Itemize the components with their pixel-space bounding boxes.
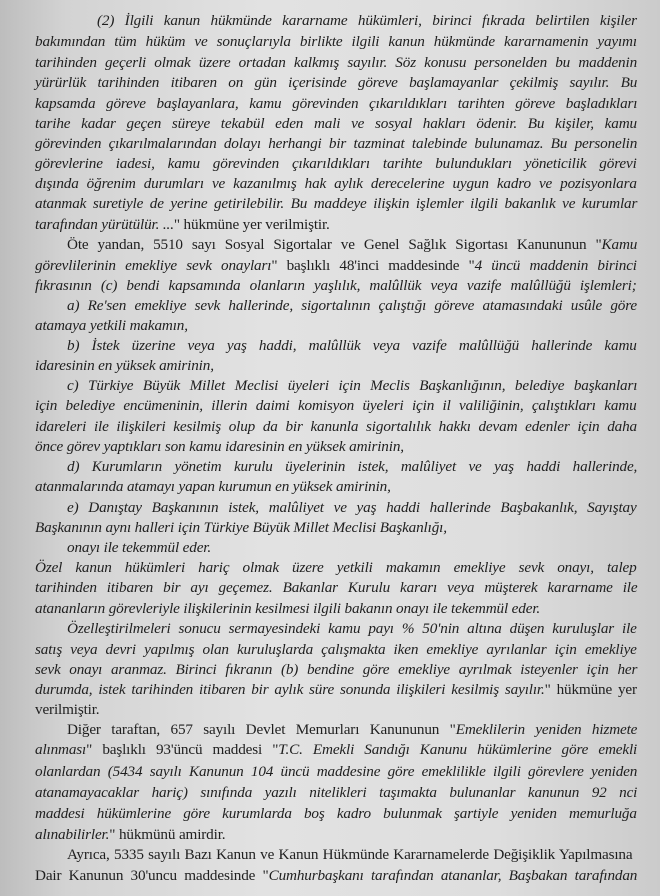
text-segment: Kamu xyxy=(601,236,638,253)
text-segment: için belediye encümeninin, illerin daimi komisyon üyeleri için il valiliğinin, çalıştıkları kamu xyxy=(35,397,637,414)
text-line xyxy=(67,336,637,356)
text-line xyxy=(35,94,637,114)
text-segment: dışında öğrenim durumları ve kazanılmış hak aylık derecelerine uygun kadro ve pozisyonlara xyxy=(35,175,637,192)
text-segment: verilmiştir. xyxy=(35,701,100,718)
text-segment: Ayrıca, 5335 sayılı Bazı Kanun ve Kanun Hükmünde Kararnamelerde Değişiklik Yapılmasına xyxy=(67,846,633,863)
text-line xyxy=(35,134,637,154)
text-segment: " başlıklı 93'üncü maddesi " xyxy=(86,741,279,758)
text-segment: maddesi hükümlerine göre kurumlarda boş kadro bulunmak şartiyle yeniden memurluğa xyxy=(35,805,637,822)
text-line xyxy=(67,720,637,740)
text-line xyxy=(35,804,637,824)
text-segment: tarihinden itibaren bir ayı geçemez. Bakanlar Kurulu kararı veya müşterek kararname ile xyxy=(35,579,638,596)
text-line xyxy=(35,578,637,598)
text-line xyxy=(67,376,637,396)
text-line xyxy=(35,396,637,416)
text-line xyxy=(35,825,225,845)
text-line xyxy=(67,498,637,518)
text-segment: a) Re'sen emekliye sevk hallerinde, sigortalının çalıştığı göreve atamasındaki usûle göre xyxy=(67,297,638,314)
text-segment: tarafından yürütülür. ... xyxy=(35,216,174,233)
text-line xyxy=(97,11,637,31)
text-segment: tarihinden geçerli olmak üzere ortadan kalkmış sayılır. Söz konusu personelden bu maddenin xyxy=(35,54,638,71)
text-line xyxy=(35,640,637,660)
text-line xyxy=(35,518,447,538)
text-line xyxy=(35,356,214,376)
text-segment: Cumhurbaşkanı tarafından atananlar, Başbakan tarafından xyxy=(268,867,638,884)
text-line xyxy=(35,194,637,214)
text-segment: satış veya devri yapılmış olan kuruluşlarda çalışmakta iken emekliye ayrılanlar için emekliye xyxy=(35,641,637,658)
text-line xyxy=(35,477,391,497)
text-segment: idareleri ile ilişkileri kesilmiş olup da bir kanunla sigortalılık hakkı devam edenler için daha xyxy=(35,418,637,435)
text-segment: kapsamda göreve başlayanlara, kamu görevinden çıkarıldıkları tarihten göreve başladıkları xyxy=(35,95,638,112)
text-segment: onayı ile tekemmül eder. xyxy=(67,539,212,556)
text-line xyxy=(35,53,637,73)
text-segment: görevlerine iadesi, kamu görevinden çıkarıldıkları tarihte bulundukları yöneticilik görevi xyxy=(35,155,637,172)
text-line xyxy=(35,680,637,700)
text-segment: görevinden çıkarılmalarından dolayı herhangi bir tazminat talebinde bulunamaz. Bu personelin xyxy=(35,135,638,152)
text-line xyxy=(35,558,637,578)
text-line xyxy=(35,32,637,52)
text-segment: " hükmüne yer xyxy=(544,681,637,698)
text-segment: durumda, istek tarihinden itibaren bir aylık süre sonunda ilişkileri kesilmiş sayılır. xyxy=(35,681,545,698)
text-segment: yürürlük tarihinden itibaren on gün içerisinde göreve başlamayanlar çekilmiş sayılır. Bu xyxy=(35,74,638,91)
text-segment: bakımından tüm hüküm ve sonuçlarıyla birlikte ilgili kanun hükmünde kararnamenin yayımı xyxy=(35,33,637,50)
text-segment: alınması xyxy=(35,741,87,758)
text-segment: c) Türkiye Büyük Millet Meclisi üyeleri için Meclis Başkanlığının, belediye başkanları xyxy=(67,377,638,394)
text-segment: b) İstek üzerine veya yaş haddi, malûllük veya vazife malûllüğü hallerinde kamu xyxy=(67,337,637,354)
text-line xyxy=(67,457,637,477)
text-line xyxy=(35,256,637,276)
text-segment: atanamayacaklar hariç) sınıfında yazılı nitelikleri taşımakta bulunanlar kanunun 92 nci xyxy=(35,784,638,801)
text-line xyxy=(35,114,637,134)
text-segment: tarihe kadar geçen süreye tekabül eden mali ve sosyal hakları ödenir. Bu kişiler, kamu xyxy=(35,115,637,132)
text-segment: olanlardan (5434 sayılı Kanunun 104 üncü maddesine göre emeklilikle ilgili görevlere yeniden xyxy=(35,763,638,780)
text-line xyxy=(67,235,637,255)
text-segment: alınabilirler. xyxy=(35,826,110,843)
text-segment: atananların görevleriyle ilişkilerinin kesilmesi ilgili bakanın onayı ile tekemmül eder. xyxy=(35,600,541,617)
text-segment: atanmak suretiyle de yerine getirilebilir. Bu maddeye ilişkin işlemler ilgili bakanlık ve kurumlar xyxy=(35,195,638,212)
text-segment: Diğer taraftan, 657 sayılı Devlet Memurları Kanununun " xyxy=(67,721,456,738)
text-segment: atanmalarında atamayı yapan kurumun en yüksek amirinin, xyxy=(35,478,391,495)
text-line xyxy=(67,296,637,316)
text-line xyxy=(35,154,637,174)
text-segment: d) Kurumların yönetim kurulu üyelerinin istek, malûliyet ve yaş haddi hallerinde, xyxy=(67,458,638,475)
text-line xyxy=(67,845,632,865)
text-segment: Başkanının aynı halleri için Türkiye Büyük Millet Meclisi Başkanlığı, xyxy=(35,519,447,536)
text-line xyxy=(35,740,637,760)
text-segment: 4 üncü maddenin birinci xyxy=(474,257,637,274)
text-line xyxy=(35,316,188,336)
text-segment: " başlıklı 48'inci maddesinde " xyxy=(271,257,475,274)
text-segment: T.C. Emekli Sandığı Kanunu hükümlerine göre emekli xyxy=(278,741,638,758)
text-segment: " hükmünü amirdir. xyxy=(109,826,226,843)
text-line xyxy=(35,866,637,886)
text-line xyxy=(35,700,99,720)
text-segment: e) Danıştay Başkanının istek, malûliyet ve yaş haddi hallerinde Başbakanlık, Sayıştay xyxy=(67,499,637,516)
text-line xyxy=(35,437,404,457)
text-line xyxy=(35,174,637,194)
text-segment: fıkrasının (c) bendi kapsamında olanların yaşlılık, malûllük veya vazife malûllüğü işlemleri; xyxy=(35,277,637,294)
text-line xyxy=(35,762,637,782)
text-line xyxy=(67,538,211,558)
text-line xyxy=(35,215,330,235)
text-segment: Özel kanun hükümleri hariç olmak üzere yetkili makamın emekliye sevk onayı, talep xyxy=(35,559,637,576)
text-line xyxy=(35,660,637,680)
text-segment: Emeklilerin yeniden hizmete xyxy=(455,721,638,738)
text-segment: Öte yandan, 5510 sayı Sosyal Sigortalar ve Genel Sağlık Sigortası Kanununun " xyxy=(67,236,602,253)
text-line xyxy=(67,619,637,639)
text-segment: atamaya yetkili makamın, xyxy=(35,317,188,334)
text-line xyxy=(35,417,637,437)
text-line xyxy=(35,783,637,803)
text-segment: " hükmüne yer verilmiştir. xyxy=(173,216,330,233)
text-segment: sevk onayı aranmaz. Birinci fıkranın (b) bendine göre emekliye ayrılmak isteyenler için her xyxy=(35,661,638,678)
text-segment: Dair Kanunun 30'uncu maddesinde " xyxy=(35,867,269,884)
text-line xyxy=(35,599,540,619)
text-segment: idaresinin en yüksek amirinin, xyxy=(35,357,214,374)
text-segment: Özelleştirilmeleri sonucu sermayesindeki kamu payı % 50'nin altına düşen kuruluşlar ile xyxy=(67,620,637,637)
text-segment: görevlilerinin emekliye sevk onayları xyxy=(35,257,272,274)
text-line xyxy=(35,73,637,93)
text-line xyxy=(35,276,637,296)
text-segment: önce görev yaptıkları son kamu idaresinin en yüksek amirinin, xyxy=(35,438,404,455)
text-segment: (2) İlgili kanun hükmünde kararname hükümleri, birinci fıkrada belirtilen kişiler xyxy=(97,12,637,29)
